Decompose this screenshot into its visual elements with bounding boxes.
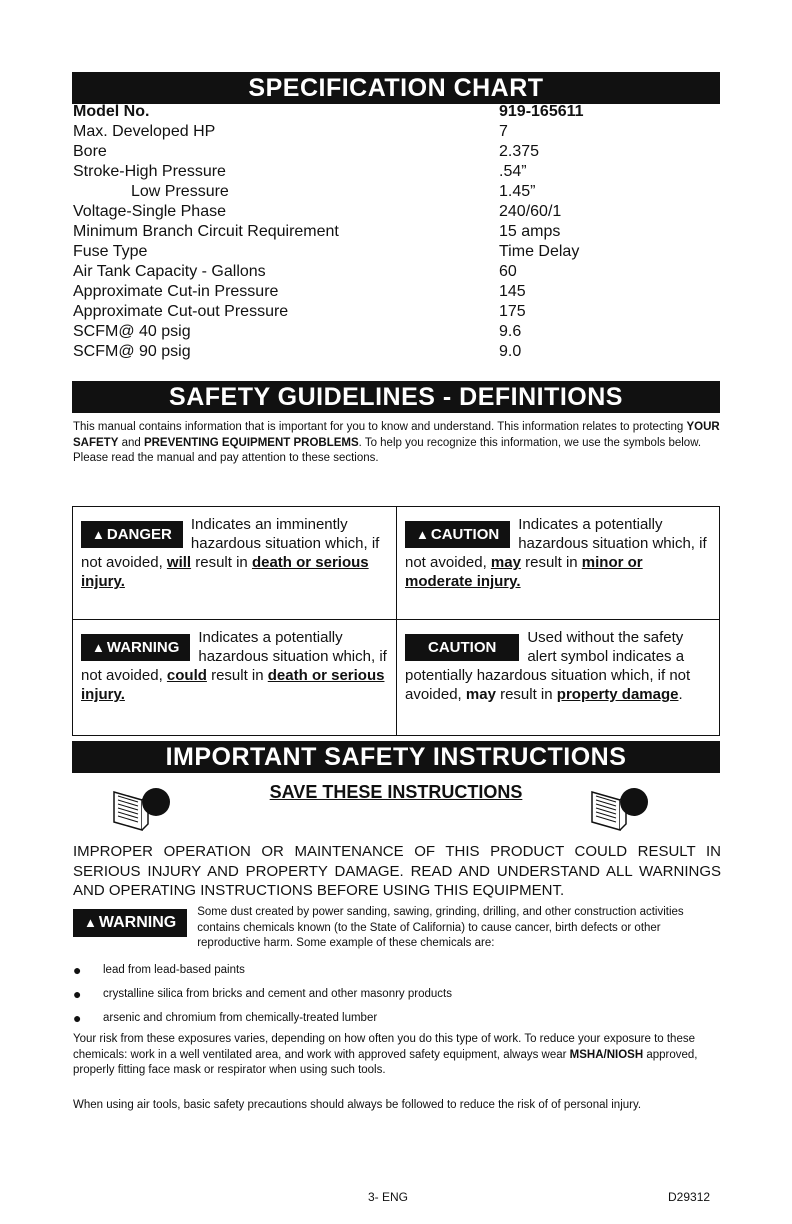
- bullet-icon: ●: [73, 962, 82, 978]
- spec-value: 7: [499, 123, 508, 140]
- signal-word: CAUTION: [430, 526, 500, 543]
- spec-label: Voltage-Single Phase: [73, 203, 226, 220]
- definition-text: result in: [495, 686, 557, 703]
- definition-emphasis: death or serious injury.: [81, 667, 385, 703]
- intro-emphasis: YOUR SAFETY: [73, 421, 720, 449]
- definition-text: Used without the safety alert symbol indicates a potentially hazardous situation which, if not avoided,: [405, 629, 691, 703]
- definition-text: result in: [206, 667, 268, 684]
- bullet-icon: ●: [73, 986, 82, 1002]
- spec-value: 1.45”: [499, 183, 536, 200]
- caution-plain-signal: [405, 634, 519, 661]
- spec-header-row: [73, 102, 723, 122]
- spec-row: [73, 262, 723, 282]
- definition-text: result in: [520, 554, 582, 571]
- signal-word: WARNING: [106, 639, 180, 656]
- safety-intro-paragraph: [73, 420, 723, 467]
- warning-triangle-icon: ▲: [92, 527, 105, 542]
- spec-label: Model No.: [73, 103, 150, 120]
- definition-text: .: [678, 686, 683, 703]
- spec-value: 2.375: [499, 143, 540, 160]
- list-item-text: lead from lead-based paints: [103, 964, 245, 976]
- danger-definition: [73, 507, 396, 619]
- spec-value: .54”: [499, 163, 527, 180]
- save-instructions-heading: SAVE THESE INSTRUCTIONS: [269, 782, 523, 802]
- spec-row: [73, 222, 723, 242]
- spec-label: SCFM@ 90 psig: [73, 343, 191, 360]
- chemical-list: [73, 960, 721, 1032]
- definition-emphasis: may: [490, 554, 521, 571]
- spec-label: Stroke-High Pressure: [73, 163, 226, 180]
- definition-emphasis: could: [166, 667, 207, 684]
- caution-definition: [396, 507, 719, 619]
- intro-text: . To help you recognize this information, we use the symbols below. Please read the manual and pay attention to these sections.: [73, 436, 702, 464]
- spec-row: [73, 322, 723, 342]
- manual-book-icon: [586, 780, 652, 836]
- intro-emphasis: PREVENTING EQUIPMENT PROBLEMS: [143, 436, 359, 449]
- spec-value: 9.6: [499, 323, 522, 340]
- important-safety-title: IMPORTANT SAFETY INSTRUCTIONS: [72, 741, 720, 773]
- definition-text: Indicates a potentially hazardous situation which, if not avoided,: [81, 629, 387, 684]
- spec-row: [73, 202, 723, 222]
- definition-text: result in: [191, 554, 252, 571]
- list-item-text: arsenic and chromium from chemically-treated lumber: [103, 1012, 378, 1024]
- spec-chart-title: SPECIFICATION CHART: [72, 72, 720, 104]
- spec-label: Fuse Type: [73, 243, 148, 260]
- spec-row: [73, 142, 723, 162]
- intro-text: This manual contains information that is important for you to know and understand. This information relates to protecting: [73, 421, 687, 433]
- spec-row: [73, 182, 723, 202]
- warning-signal: [73, 909, 187, 937]
- signal-word: CAUTION: [428, 639, 497, 656]
- dust-warning: [73, 905, 721, 952]
- risk-text: Your risk from these exposures varies, depending on how often you do this type of work. To reduce your exposure to these chemicals: work in a well ventilated area, and work with approved safety equipment, always wear: [73, 1033, 695, 1061]
- page-number: 3- ENG: [368, 1190, 409, 1204]
- definition-emphasis: may: [465, 686, 496, 703]
- spec-label: Low Pressure: [131, 183, 229, 200]
- spec-label: Bore: [73, 143, 107, 160]
- risk-emphasis: MSHA/NIOSH: [569, 1048, 644, 1061]
- caution-plain-definition: [396, 619, 719, 735]
- spec-row: [73, 242, 723, 262]
- exposure-risk-paragraph: [73, 1032, 721, 1079]
- signal-word: WARNING: [98, 914, 177, 931]
- document-code: D29312: [668, 1190, 711, 1204]
- spec-table: [73, 102, 723, 362]
- caution-signal: [405, 521, 510, 548]
- definition-text: Indicates a potentially hazardous situation which, if not avoided,: [405, 516, 707, 571]
- spec-label: Max. Developed HP: [73, 123, 216, 140]
- spec-row: [73, 122, 723, 142]
- signal-word: DANGER: [106, 526, 172, 543]
- spec-value: 60: [499, 263, 517, 280]
- operation-warning-caps: IMPROPER OPERATION OR MAINTENANCE OF THIS PRODUCT COULD RESULT IN SERIOUS INJURY AND PROPERTY DAMAGE. READ AND UNDERSTAND ALL WARNINGS AND OPERATING INSTRUCTIONS BEFORE USING THIS EQUIPMENT.: [73, 843, 721, 899]
- dust-warning-text: Some dust created by power sanding, sawing, grinding, drilling, and other construction activities contains chemicals known (to the State of California) to cause cancer, birth defects or other reproductive harm. Some example of these chemicals are:: [197, 906, 684, 949]
- warning-triangle-icon: ▲: [416, 527, 429, 542]
- spec-row: [73, 282, 723, 302]
- list-item-text: crystalline silica from bricks and cement and other masonry products: [103, 988, 452, 1000]
- signal-word-definitions: [72, 506, 720, 736]
- spec-row: [73, 342, 723, 362]
- definition-emphasis: death or serious injury.: [81, 554, 369, 590]
- definition-text: Indicates an imminently hazardous situation which, if not avoided,: [81, 516, 380, 571]
- spec-value: 15 amps: [499, 223, 561, 240]
- spec-label: Approximate Cut-in Pressure: [73, 283, 279, 300]
- spec-label: SCFM@ 40 psig: [73, 323, 191, 340]
- spec-value: 145: [499, 283, 526, 300]
- air-tools-paragraph: When using air tools, basic safety precautions should always be followed to reduce the risk of of personal injury.: [73, 1099, 642, 1111]
- spec-value: 175: [499, 303, 526, 320]
- warning-triangle-icon: ▲: [92, 640, 105, 655]
- save-instructions-row: [72, 780, 720, 836]
- spec-value: 919-165611: [499, 103, 584, 120]
- risk-text: approved, properly fitting face mask or respirator when using such tools.: [73, 1048, 698, 1076]
- intro-text: and: [118, 436, 144, 449]
- spec-value: 240/60/1: [499, 203, 562, 220]
- warning-triangle-icon: ▲: [84, 915, 97, 930]
- warning-definition: [73, 619, 396, 735]
- spec-label: Approximate Cut-out Pressure: [73, 303, 289, 320]
- bullet-icon: ●: [73, 1010, 82, 1026]
- spec-row: [73, 162, 723, 182]
- spec-value: Time Delay: [499, 243, 580, 260]
- danger-signal: [81, 521, 183, 548]
- definition-emphasis: minor or moderate injury.: [405, 554, 643, 590]
- spec-label: Minimum Branch Circuit Requirement: [73, 223, 339, 240]
- spec-row: [73, 302, 723, 322]
- definition-emphasis: will: [166, 554, 192, 571]
- safety-definitions-title: SAFETY GUIDELINES - DEFINITIONS: [72, 381, 720, 413]
- warning-signal: [81, 634, 190, 661]
- list-item: [73, 1008, 721, 1032]
- list-item: [73, 984, 721, 1008]
- spec-value: 9.0: [499, 343, 522, 360]
- definition-emphasis: property damage: [556, 686, 679, 703]
- spec-label: Air Tank Capacity - Gallons: [73, 263, 266, 280]
- list-item: [73, 960, 721, 984]
